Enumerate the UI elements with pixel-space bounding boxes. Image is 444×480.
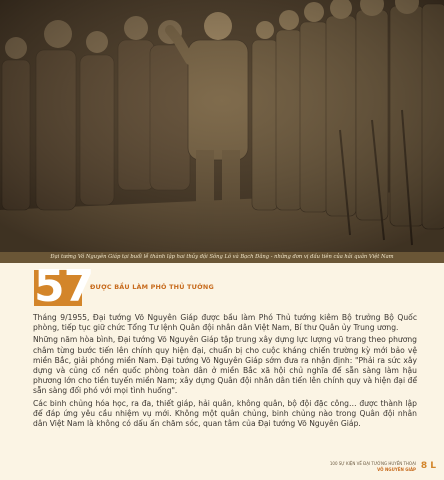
paragraph-1: Tháng 9/1955, Đại tướng Võ Nguyên Giáp được bầu làm Phó Thủ tướng kiêm Bộ trưởng Bộ Quốc phòng, tiếp tục giữ chức Tổng Tư lệnh Quân đội nhân dân Việt Nam, Bí thư Quân ủy Trung ương. xyxy=(33,313,417,333)
section-number: 57 xyxy=(34,261,94,312)
footer-book-subtitle: VÕ NGUYÊN GIÁP xyxy=(377,467,416,472)
paragraph-3: Các binh chủng hóa học, ra đa, thiết giáp, hải quân, không quân, bộ đội đặc công… được thành lập để đáp ứng yêu cầu nhiệm vụ mới. Không một quân chủng, binh chủng nào trong Quân đội nhân dân Việt Nam là không có dấu ấn chăm sóc, quan tâm của Đại tướng Võ Nguyên Giáp. xyxy=(33,398,417,429)
page-footer xyxy=(330,459,440,475)
page-number: 8 L xyxy=(420,461,436,471)
body-text xyxy=(33,313,417,431)
footer-book-title: 100 SỰ KIỆN VỀ ĐẠI TƯỚNG HUYỀN THOẠI xyxy=(329,461,416,466)
photo-caption: Đại tướng Võ Nguyên Giáp tại buổi lễ thành lập hai thủy đội Sông Lô và Bạch Đằng - những đơn vị đầu tiên của hải quân Việt Nam xyxy=(0,252,444,263)
section-title: ĐƯỢC BẦU LÀM PHÓ THỦ TƯỚNG xyxy=(90,283,214,291)
paragraph-2: Những năm hòa bình, Đại tướng Võ Nguyên Giáp tập trung xây dựng lực lượng vũ trang theo phương châm từng bước tiến lên chính quy hiện đại, chuẩn bị cho cuộc kháng chiến trường kỳ mới bảo vệ miền Bắc, giải phóng miền Nam. Đại tướng Võ Nguyên Giáp sớm đưa ra nhận định: "Phải ra sức xây dựng và củng cố nền quốc phòng toàn dân ở miền Bắc xã hội chủ nghĩa để sẵn sàng làm hậu phương lớn cho tiền tuyến miền Nam; xây dựng Quân đội nhân dân tiến lên chính quy và hiện đại để sẵn sàng đối phó với mọi tình huống". xyxy=(33,335,417,396)
